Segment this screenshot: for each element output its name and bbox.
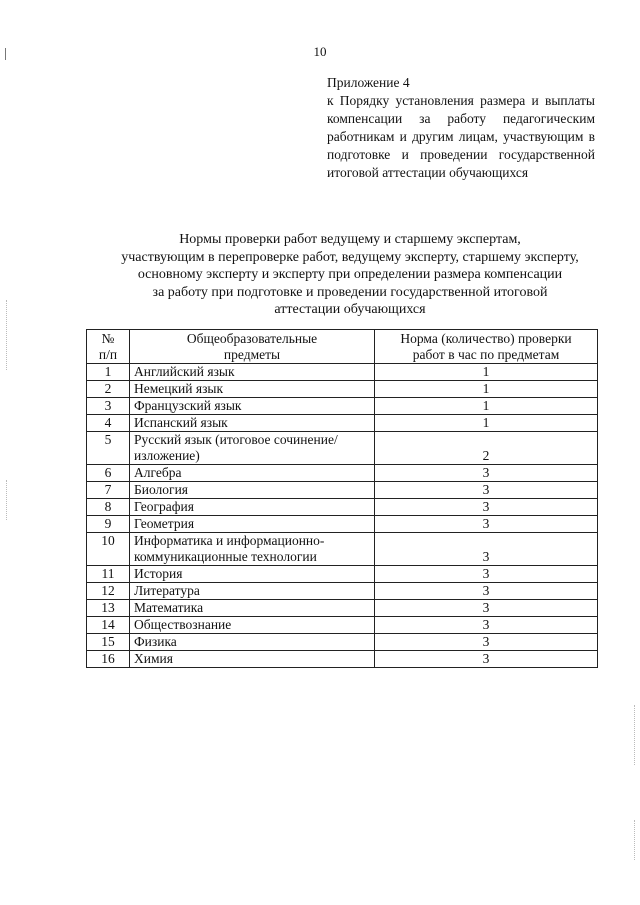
- row-subject: Математика: [130, 600, 375, 617]
- header-subject-line2: предметы: [223, 347, 281, 362]
- table-header-row: [87, 330, 598, 364]
- document-title-line: аттестации обучающихся: [274, 302, 426, 317]
- table-row: [87, 482, 598, 499]
- row-norm: 3: [375, 583, 598, 600]
- row-norm: 3: [375, 634, 598, 651]
- row-subject: География: [130, 499, 375, 516]
- row-subject: Испанский язык: [130, 415, 375, 432]
- row-subject: Обществознание: [130, 617, 375, 634]
- row-number: 5: [87, 432, 130, 465]
- row-norm: 3: [375, 533, 598, 566]
- table-row: [87, 499, 598, 516]
- row-norm: 1: [375, 364, 598, 381]
- document-title-line: за работу при подготовке и проведении государственной итоговой: [152, 284, 548, 300]
- row-subject: Геометрия: [130, 516, 375, 533]
- row-norm: 3: [375, 566, 598, 583]
- row-subject: Физика: [130, 634, 375, 651]
- row-number: 2: [87, 381, 130, 398]
- table-row: [87, 617, 598, 634]
- table-row: [87, 533, 598, 566]
- table-row: [87, 432, 598, 465]
- scan-artifact-dots: [6, 480, 8, 520]
- document-title-line: основному эксперту и эксперту при определении размера компенсации: [137, 267, 563, 282]
- row-norm: 1: [375, 398, 598, 415]
- row-subject: Английский язык: [130, 364, 375, 381]
- row-number: 1: [87, 364, 130, 381]
- row-number: 13: [87, 600, 130, 617]
- page-number: 10: [313, 44, 327, 59]
- row-number: 15: [87, 634, 130, 651]
- row-number: 14: [87, 617, 130, 634]
- appendix-header: [327, 74, 595, 182]
- row-norm: 1: [375, 381, 598, 398]
- scan-artifact-dots: [634, 820, 636, 860]
- scan-artifact-dots: [634, 705, 636, 765]
- row-number: 9: [87, 516, 130, 533]
- header-subject-line1: Общеобразовательные: [186, 331, 318, 346]
- row-number: 3: [87, 398, 130, 415]
- row-norm: 2: [375, 432, 598, 465]
- table-row: [87, 398, 598, 415]
- row-subject: Биология: [130, 482, 375, 499]
- scan-artifact-dots: [6, 300, 8, 370]
- header-norm-line2: работ в час по предметам: [412, 347, 560, 362]
- document-title: [60, 231, 640, 319]
- row-norm: 3: [375, 600, 598, 617]
- header-number-line1: №: [101, 331, 115, 346]
- document-title-line: Нормы проверки работ ведущему и старшему экспертам,: [179, 232, 521, 247]
- row-number: 7: [87, 482, 130, 499]
- row-number: 16: [87, 651, 130, 668]
- row-norm: 3: [375, 516, 598, 533]
- row-norm: 3: [375, 617, 598, 634]
- row-subject: Русский язык (итоговое сочинение/изложение): [130, 432, 375, 465]
- document-title-line: участвующим в перепроверке работ, ведущему эксперту, старшему эксперту,: [121, 249, 579, 265]
- table-row: [87, 465, 598, 482]
- row-norm: 3: [375, 465, 598, 482]
- row-subject: Алгебра: [130, 465, 375, 482]
- row-number: 8: [87, 499, 130, 516]
- row-subject: Информатика и информационно-коммуникационные технологии: [130, 533, 375, 566]
- table-row: [87, 415, 598, 432]
- row-subject: Химия: [130, 651, 375, 668]
- row-number: 11: [87, 566, 130, 583]
- row-number: 10: [87, 533, 130, 566]
- appendix-title: Приложение 4: [327, 75, 410, 90]
- table-row: [87, 364, 598, 381]
- table-row: [87, 516, 598, 533]
- row-subject: История: [130, 566, 375, 583]
- table-row: [87, 634, 598, 651]
- header-subject: [130, 330, 375, 364]
- row-norm: 3: [375, 482, 598, 499]
- table-row: [87, 566, 598, 583]
- norms-table: [86, 329, 598, 668]
- row-norm: 1: [375, 415, 598, 432]
- row-subject: Литература: [130, 583, 375, 600]
- table-row: [87, 583, 598, 600]
- header-norm: [375, 330, 598, 364]
- row-number: 6: [87, 465, 130, 482]
- row-subject: Французский язык: [130, 398, 375, 415]
- row-norm: 3: [375, 651, 598, 668]
- row-subject: Немецкий язык: [130, 381, 375, 398]
- table-row: [87, 651, 598, 668]
- row-number: 4: [87, 415, 130, 432]
- table-row: [87, 600, 598, 617]
- row-number: 12: [87, 583, 130, 600]
- appendix-text: к Порядку установления размера и выплаты компенсации за работу педагогическим работникам и другим лицам, участвующим в подготовке и проведении государственной итоговой аттестации обучающихся: [327, 93, 595, 180]
- row-norm: 3: [375, 499, 598, 516]
- table-row: [87, 381, 598, 398]
- header-number: [87, 330, 130, 364]
- header-norm-line1: Норма (количество) проверки: [400, 331, 572, 346]
- header-number-line2: п/п: [98, 347, 118, 362]
